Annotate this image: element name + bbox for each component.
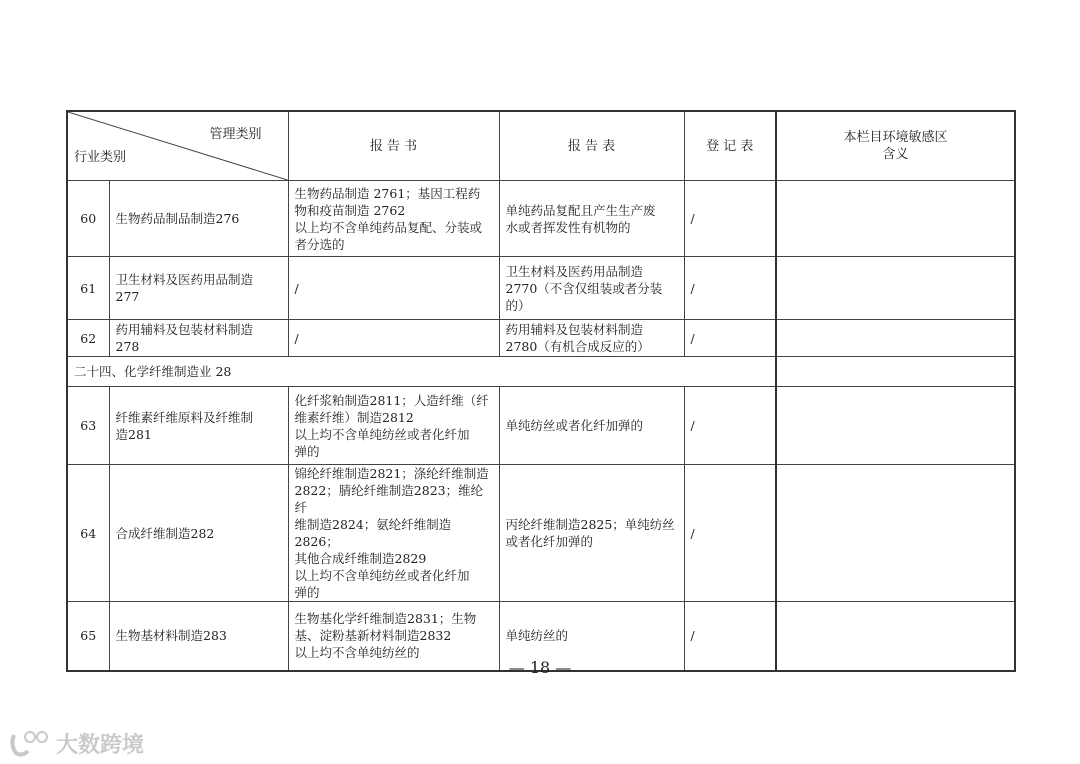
industry-name: 药用辅料及包装材料制造 278 — [109, 320, 288, 357]
industry-name: 生物基材料制造283 — [109, 602, 288, 671]
report-form-cell: 卫生材料及医药用品制造 2770（不含仅组装或者分装 的） — [499, 257, 684, 320]
industry-name: 合成纤维制造282 — [109, 465, 288, 602]
sensitive-area-cell — [776, 320, 1015, 357]
report-form-cell: 单纯纺丝的 — [499, 602, 684, 671]
report-book-cell: / — [288, 320, 499, 357]
row-number: 61 — [67, 257, 109, 320]
watermark-text: 大数跨境 — [56, 733, 145, 758]
report-form-cell: 丙纶纤维制造2825；单纯纺丝 或者化纤加弹的 — [499, 465, 684, 602]
report-form-cell: 单纯纺丝或者化纤加弹的 — [499, 387, 684, 465]
table-row — [67, 257, 1015, 320]
row-number: 65 — [67, 602, 109, 671]
table-row — [67, 181, 1015, 257]
registration-cell: / — [684, 465, 776, 602]
sensitive-area-cell — [776, 387, 1015, 465]
report-form-cell: 单纯药品复配且产生生产废 水或者挥发性有机物的 — [499, 181, 684, 257]
header-row — [67, 111, 1015, 181]
diagonal-line — [68, 112, 288, 180]
table-row — [67, 465, 1015, 602]
industry-classification-table — [66, 110, 1016, 672]
row-number: 62 — [67, 320, 109, 357]
management-category-label: 管理类别 — [209, 127, 262, 142]
sensitive-area-cell — [776, 465, 1015, 602]
industry-category-label: 行业类别 — [74, 150, 127, 165]
watermark-logo-icon — [8, 729, 50, 759]
sensitive-area-cell — [776, 257, 1015, 320]
registration-form-header: 登 记 表 — [684, 111, 776, 181]
row-number: 63 — [67, 387, 109, 465]
section-title: 二十四、化学纤维制造业 28 — [67, 357, 776, 387]
report-form-header: 报 告 表 — [499, 111, 684, 181]
diagonal-header-cell — [67, 111, 288, 181]
report-book-cell: / — [288, 257, 499, 320]
industry-name: 纤维素纤维原料及纤维制 造281 — [109, 387, 288, 465]
report-book-cell: 生物药品制造 2761；基因工程药 物和疫苗制造 2762 以上均不含单纯药品复配、分装或 者分选的 — [288, 181, 499, 257]
registration-cell: / — [684, 181, 776, 257]
report-book-cell: 化纤浆粕制造2811；人造纤维（纤 维素纤维）制造2812 以上均不含单纯纺丝或者化纤加 弹的 — [288, 387, 499, 465]
page-number: — 18 — — [508, 658, 572, 677]
report-book-cell: 生物基化学纤维制造2831；生物 基、淀粉基新材料制造2832 以上均不含单纯纺丝的 — [288, 602, 499, 671]
report-book-cell: 锦纶纤维制造2821；涤纶纤维制造 2822；腈纶纤维制造2823；维纶纤 维制造2824；氨纶纤维制造2826； 其他合成纤维制造2829 以上均不含单纯纺丝或者化纤加 弹的 — [288, 465, 499, 602]
table-row — [67, 387, 1015, 465]
section-row — [67, 357, 1015, 387]
row-number: 60 — [67, 181, 109, 257]
industry-name: 卫生材料及医药用品制造 277 — [109, 257, 288, 320]
sensitive-area-header: 本栏目环境敏感区 含义 — [776, 111, 1015, 181]
sensitive-area-cell — [776, 357, 1015, 387]
row-number: 64 — [67, 465, 109, 602]
industry-name: 生物药品制品制造276 — [109, 181, 288, 257]
report-book-header: 报 告 书 — [288, 111, 499, 181]
sensitive-area-cell — [776, 181, 1015, 257]
registration-cell: / — [684, 320, 776, 357]
registration-cell: / — [684, 257, 776, 320]
table-row — [67, 320, 1015, 357]
registration-cell: / — [684, 602, 776, 671]
registration-cell: / — [684, 387, 776, 465]
report-form-cell: 药用辅料及包装材料制造 2780（有机合成反应的） — [499, 320, 684, 357]
watermark — [8, 728, 144, 759]
